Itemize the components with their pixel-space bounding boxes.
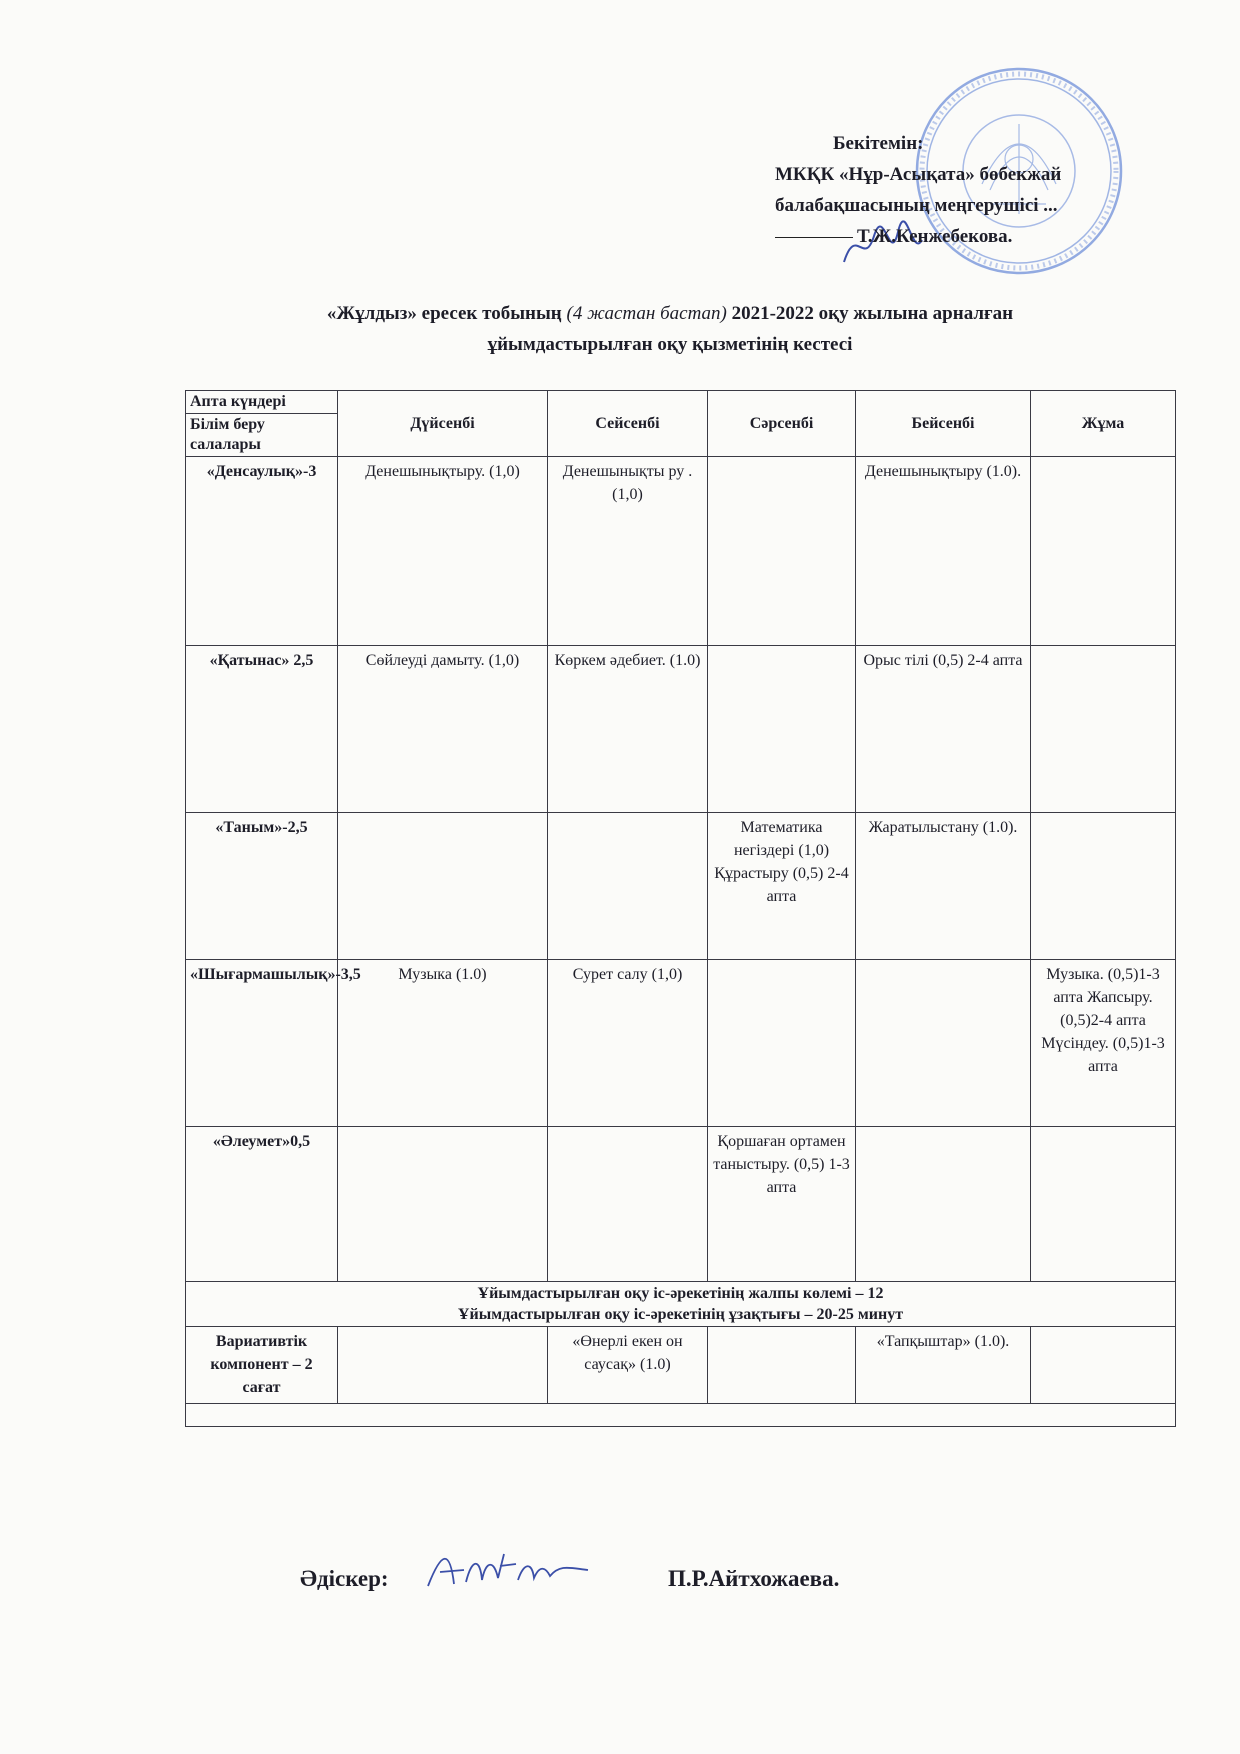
schedule-cell: [856, 1127, 1031, 1282]
empty-cell: [186, 1404, 1176, 1427]
schedule-cell: Орыс тілі (0,5) 2-4 апта: [856, 646, 1031, 813]
total-duration: Ұйымдастырылған оқу іс-әрекетінің ұзақтығы – 20-25 минут: [457, 1306, 904, 1323]
schedule-cell: [1031, 457, 1176, 646]
schedule-cell: [338, 813, 548, 960]
title-line-2: ұйымдастырылған оқу қызметінің кестесі: [487, 334, 853, 355]
schedule-cell: Музыка. (0,5)1-3 апта Жапсыру. (0,5)2-4 апта Мүсіндеу. (0,5)1-3 апта: [1031, 960, 1176, 1127]
schedule-cell: Сөйлеуді дамыту. (1,0): [338, 646, 548, 813]
day-header: Дүйсенбі: [338, 391, 548, 457]
approval-signer-line: [775, 221, 1195, 252]
day-header: Сәрсенбі: [708, 391, 856, 457]
schedule-cell: [1031, 1327, 1176, 1404]
schedule-cell: [338, 1327, 548, 1404]
schedule-cell: [708, 1327, 856, 1404]
totals-cell: [186, 1282, 1176, 1327]
area-cell: «Әлеумет»0,5: [186, 1127, 338, 1282]
day-header: Бейсенбі: [856, 391, 1031, 457]
schedule-cell: [856, 960, 1031, 1127]
signature-line: [775, 237, 853, 238]
title-age: (4 жастан бастап): [566, 303, 727, 324]
area-cell: «Шығармашылық»-3,5: [186, 960, 338, 1127]
area-cell: «Қатынас» 2,5: [186, 646, 338, 813]
corner-bottom: Білім беру салалары: [190, 416, 265, 453]
schedule-cell: [548, 813, 708, 960]
approval-block: [775, 128, 1195, 252]
schedule-cell: [708, 646, 856, 813]
approval-signer: Т.Ж.Кенжебекова.: [857, 226, 1013, 247]
schedule-cell: [338, 1127, 548, 1282]
schedule-cell: Қоршаған ортамен таныстыру. (0,5) 1-3 апта: [708, 1127, 856, 1282]
totals-row: [186, 1282, 1176, 1327]
approval-heading: Бекітемін:: [833, 133, 924, 154]
area-cell: «Таным»-2,5: [186, 813, 338, 960]
schedule-table: [185, 390, 1176, 1427]
schedule-cell: [1031, 1127, 1176, 1282]
area-cell: Вариативтік компонент – 2 сағат: [186, 1327, 338, 1404]
approval-line-1: МКҚК «Нұр-Асықата» бөбекжай: [775, 164, 1062, 185]
methodist-label: Әдіскер:: [300, 1566, 389, 1591]
day-header: Сейсенбі: [548, 391, 708, 457]
schedule-cell: [1031, 813, 1176, 960]
variative-row: [186, 1327, 1176, 1404]
schedule-cell: «Тапқыштар» (1.0).: [856, 1327, 1031, 1404]
table-row: [186, 960, 1176, 1127]
table-row: [186, 1127, 1176, 1282]
total-volume: Ұйымдастырылған оқу іс-әрекетінің жалпы көлемі – 12: [477, 1285, 884, 1302]
schedule-cell: [708, 960, 856, 1127]
schedule-cell: Математика негіздері (1,0) Құрастыру (0,5) 2-4 апта: [708, 813, 856, 960]
schedule-cell: Денешынықтыру (1.0).: [856, 457, 1031, 646]
schedule-cell: «Өнерлі екен он саусақ» (1.0): [548, 1327, 708, 1404]
schedule-cell: Көркем әдебиет. (1.0): [548, 646, 708, 813]
schedule-cell: [708, 457, 856, 646]
methodist-name: П.Р.Айтхожаева.: [668, 1566, 840, 1591]
corner-top: Апта күндері: [186, 391, 337, 414]
approval-line-2: балабақшасының меңгерушісі ...: [775, 195, 1058, 216]
methodist-block: [300, 1566, 940, 1592]
table-row: [186, 457, 1176, 646]
schedule-cell: [548, 1127, 708, 1282]
methodist-signature: [420, 1540, 600, 1602]
header-row: [186, 391, 1176, 457]
day-header: Жұма: [1031, 391, 1176, 457]
corner-cell: [186, 391, 338, 457]
schedule-cell: Жаратылыстану (1.0).: [856, 813, 1031, 960]
empty-row: [186, 1404, 1176, 1427]
schedule-cell: [1031, 646, 1176, 813]
area-cell: «Денсаулық»-3: [186, 457, 338, 646]
schedule-cell: Музыка (1.0): [338, 960, 548, 1127]
table-row: [186, 646, 1176, 813]
title-line-1: [180, 298, 1160, 329]
title-part-2: 2021-2022 оқу жылына арналған: [731, 303, 1014, 324]
table-row: [186, 813, 1176, 960]
schedule-cell: Денешынықты ру . (1,0): [548, 457, 708, 646]
schedule-cell: Сурет салу (1,0): [548, 960, 708, 1127]
title-part-1: «Жұлдыз» ересек тобының: [326, 303, 562, 324]
schedule-cell: Денешынықтыру. (1,0): [338, 457, 548, 646]
document-title: [180, 298, 1160, 360]
